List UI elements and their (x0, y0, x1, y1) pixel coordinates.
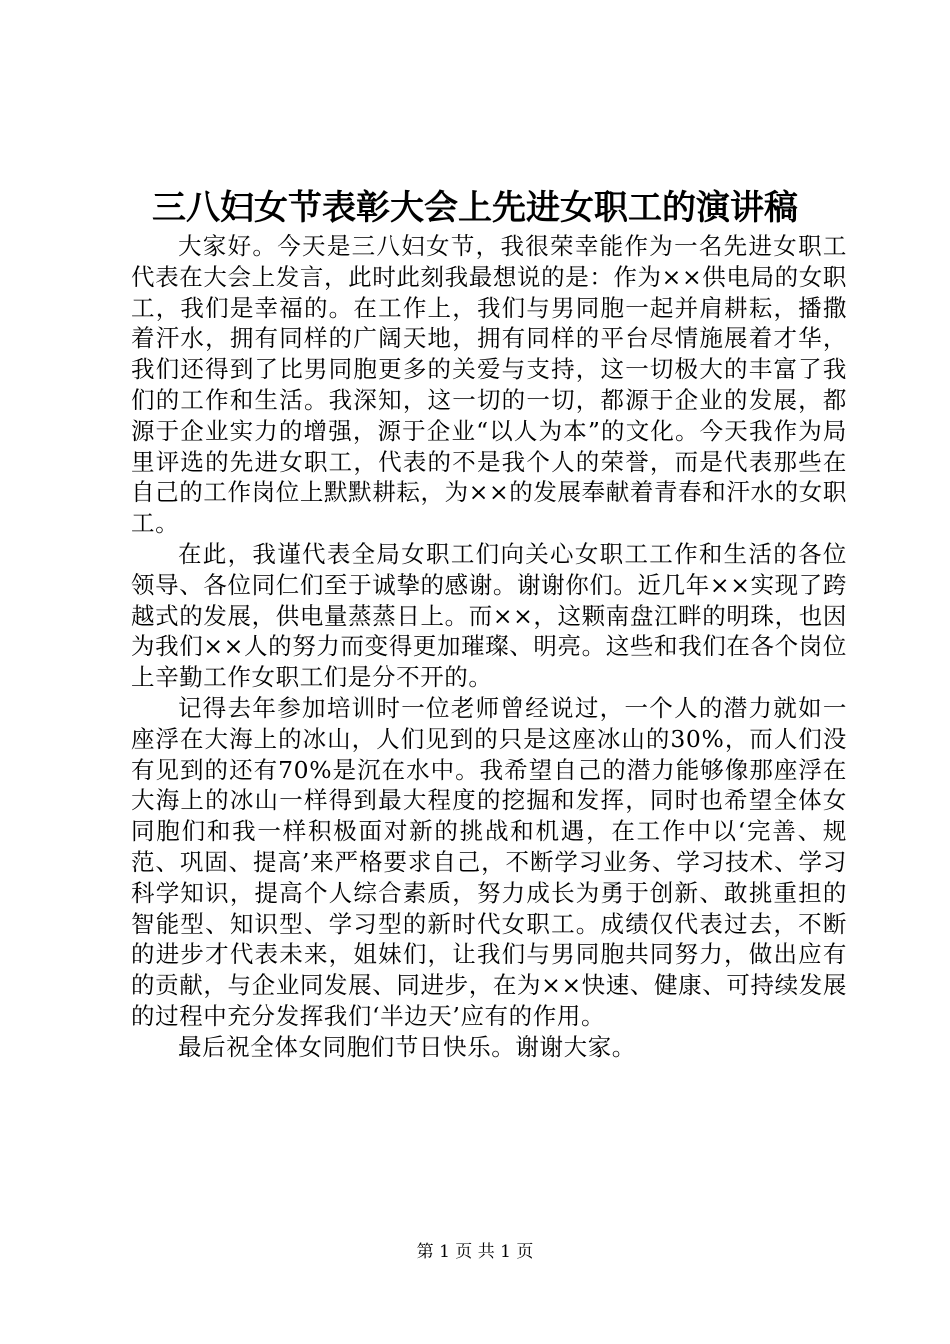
document-body (131, 231, 847, 1063)
paragraph-4: 最后祝全体女同胞们节日快乐。谢谢大家。 (178, 1032, 636, 1061)
paragraph-3: 记得去年参加培训时一位老师曾经说过，一个人的潜力就如一座浮在大海上的冰山，人们见到的只是这座冰山的30%，而人们没有见到的还有70%是沉在水中。我希望自己的潜力能够像那座浮在大海上的冰山一样得到最大程度的挖掘和发挥，同时也希望全体女同胞们和我一样积极面对新的挑战和机遇，在工作中以‘完善、规范、巩固、提高’来严格要求自己，不断学习业务、学习技术、学习科学知识，提高个人综合素质，努力成长为勇于创新、敢挑重担的智能型、知识型、学习型的新时代女职工。成绩仅代表过去，不断的进步才代表未来，姐妹们，让我们与男同胞共同努力，做出应有的贡献，与企业同发展、同进步，在为××快速、健康、可持续发展的过程中充分发挥我们‘半边天’应有的作用。 (131, 693, 848, 1030)
document-title: 三八妇女节表彰大会上先进女职工的演讲稿 (152, 188, 798, 228)
paragraph-2: 在此，我谨代表全局女职工们向关心女职工工作和生活的各位领导、各位同仁们至于诚挚的感谢。谢谢你们。近几年××实现了跨越式的发展，供电量蒸蒸日上。而××，这颗南盘江畔的明珠，也因为我们××人的努力而变得更加璀璨、明亮。这些和我们在各个岗位上辛勤工作女职工们是分不开的。 (131, 539, 847, 692)
paragraph-1: 大家好。今天是三八妇女节，我很荣幸能作为一名先进女职工代表在大会上发言，此时此刻我最想说的是：作为××供电局的女职工，我们是幸福的。在工作上，我们与男同胞一起并肩耕耘，播撒着汗水，拥有同样的广阔天地，拥有同样的平台尽情施展着才华，我们还得到了比男同胞更多的关爱与支持，这一切极大的丰富了我们的工作和生活。我深知，这一切的一切，都源于企业的发展，都源于企业实力的增强，源于企业“以人为本”的文化。今天我作为局里评选的先进女职工，代表的不是我个人的荣誉，而是代表那些在自己的工作岗位上默默耕耘，为××的发展奉献着青春和汗水的女职工。 (131, 232, 847, 538)
page-number-footer: 第 1 页 共 1 页 (416, 1242, 534, 1262)
